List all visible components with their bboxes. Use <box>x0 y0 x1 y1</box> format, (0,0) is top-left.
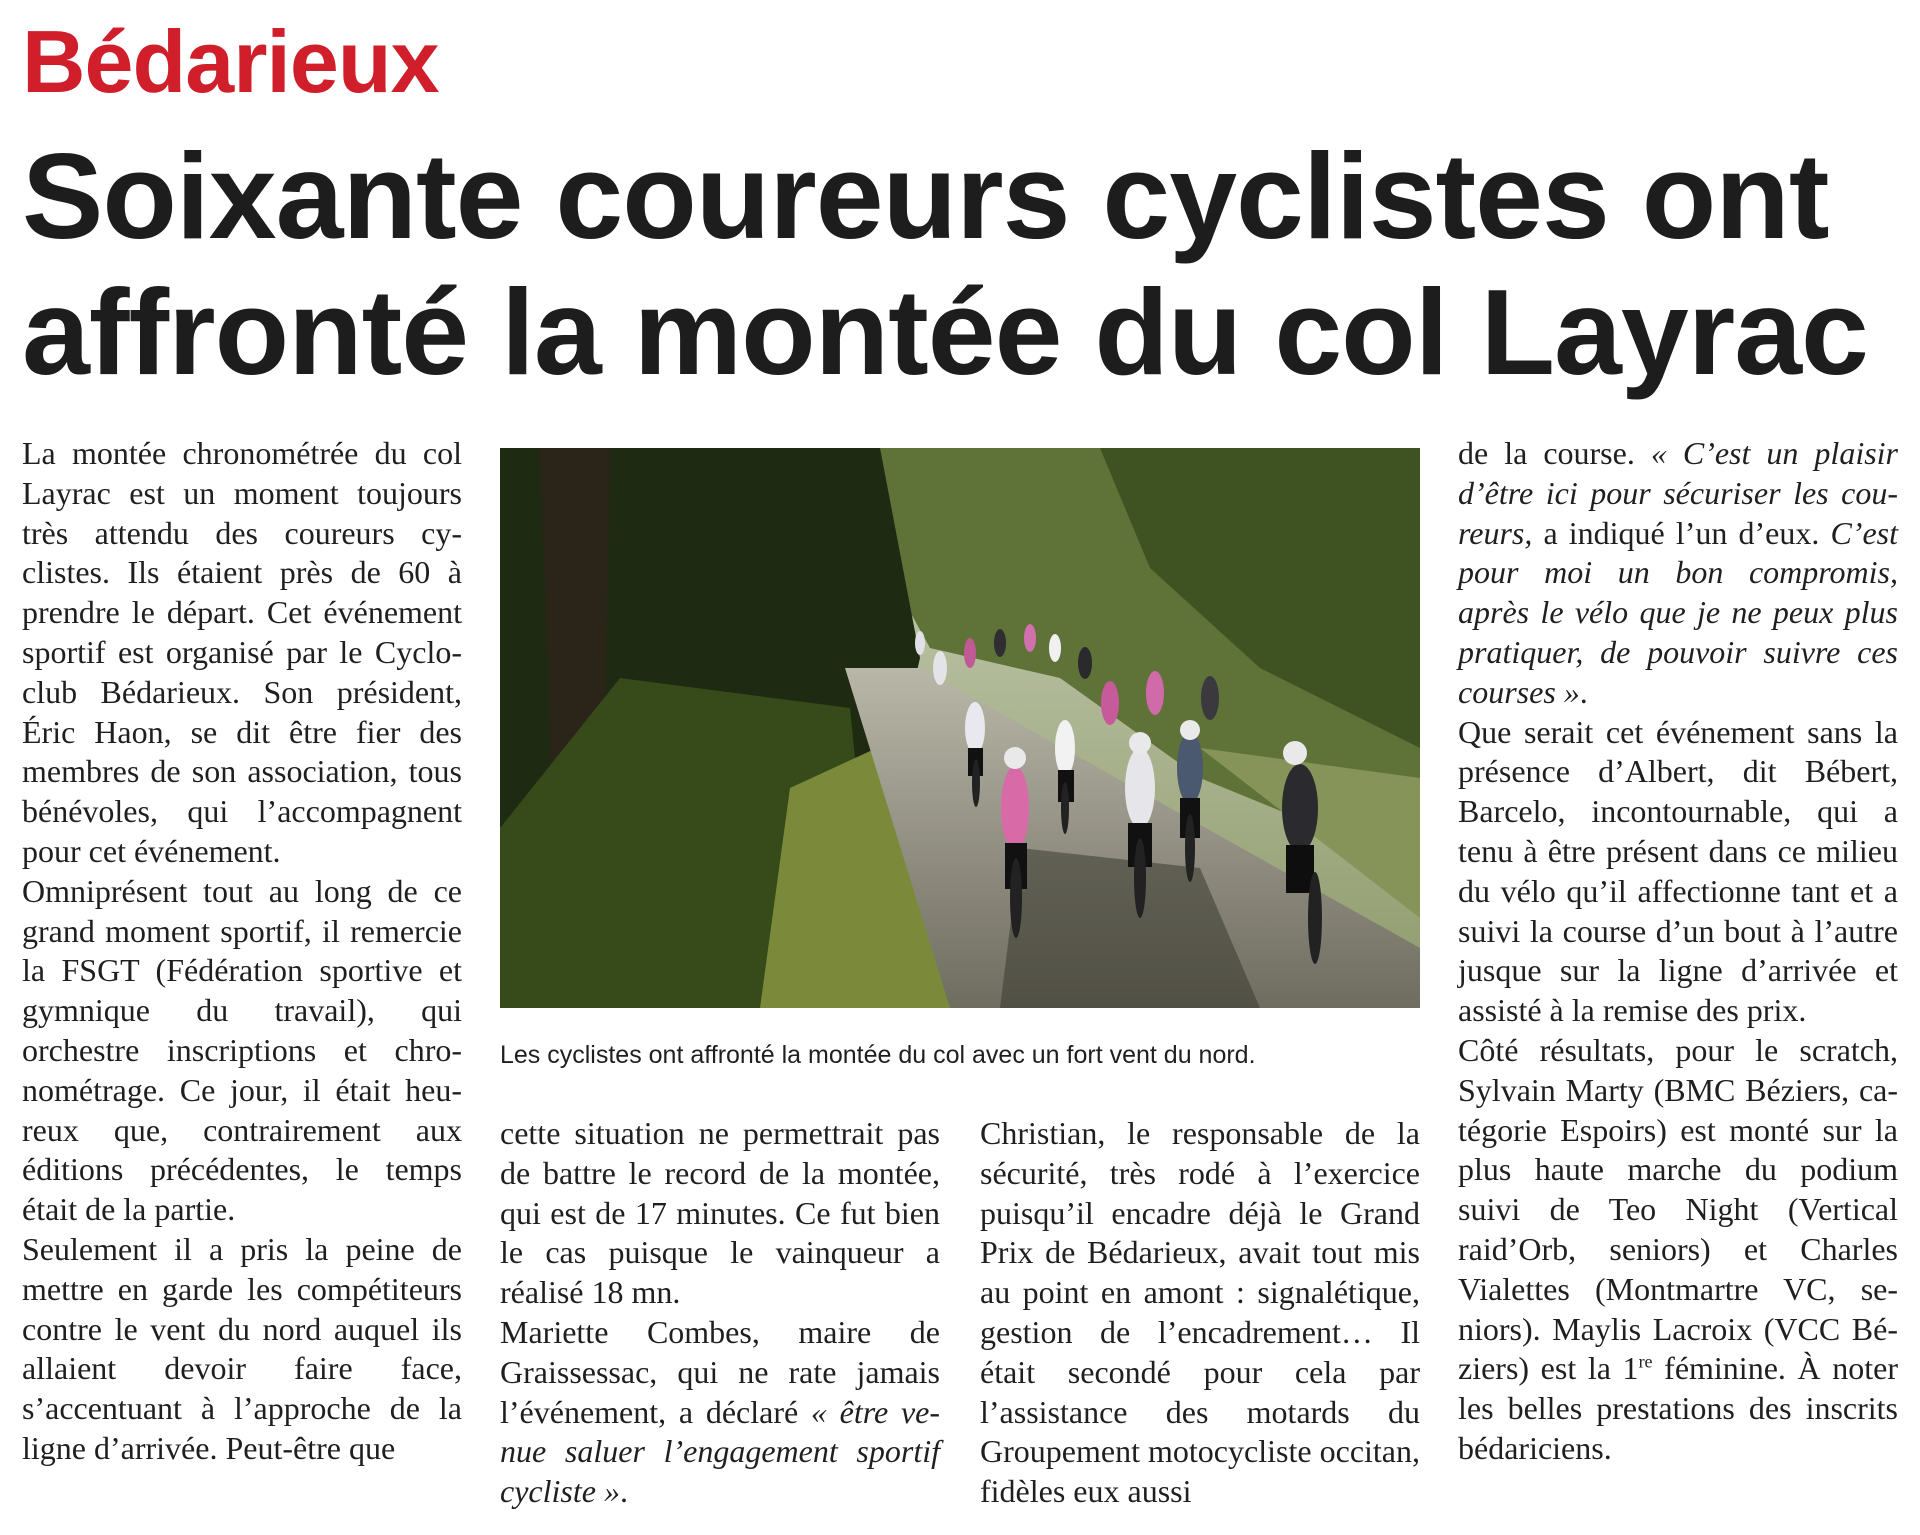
paragraph: Christian, le responsable de la sécurité, très rodé à l’exercice puisqu’il encadre déjà le Grand Prix de Bédarieux, avait tout mis au point en amont : signalétique, gestion de l’encadrement… Il était secondé pour cela par l’assistance des motards du Groupement motocycliste occitan, fidèles eux aussi <box>980 1115 1420 1510</box>
paragraph-text: Mariette Combes, maire de Graissessac, qui ne rate jamais l’événement, a déclaré <box>500 1313 940 1430</box>
quote: « être venue saluer l’engagement sportif cycliste » <box>500 1393 940 1510</box>
article-column-2 <box>500 1114 940 1512</box>
paragraph-text: . <box>1579 673 1588 710</box>
kicker: Bédarieux <box>22 12 439 111</box>
paragraph: cette situation ne permettrait pas de battre le record de la montée, qui est de 17 minutes. Ce fut bien le cas puisque le vainqueur a réalisé 18 mn. <box>500 1115 940 1311</box>
paragraph: La montée chronométrée du col Layrac est un moment toujours très attendu des coureurs cyclistes. Ils étaient près de 60 à prendre le départ. Cet événement sportif est organisé par le Cyclo-club Bédarieux. Son président, Éric Haon, se dit être fier des membres de son association, tous bénévoles, qui l’accompagnent pour cet événement. <box>22 435 462 869</box>
paragraph-text: a indiqué l’un d’eux. <box>1532 514 1831 551</box>
headline: Soixante coureurs cyclistes ont affronté la montée du col Layrac <box>22 128 1868 400</box>
cyclists-road-photo <box>500 448 1420 1008</box>
paragraph: Que serait cet événement sans la présence d’Albert, dit Bébert, Barcelo, incontournable, qui a tenu à être présent dans ce milieu du vélo qu’il affectionne tant et a suivi la course d’un bout à l’autre jusque sur la ligne d’arrivée et assisté à la remise des prix. <box>1458 713 1898 1029</box>
paragraph-text: féminine. À noter les belles prestations des inscrits bédariciens. <box>1458 1350 1899 1466</box>
quote: C’est pour moi un bon compromis, après le vélo que je ne peux plus pratiquer, de pouvoir suivre ces courses » <box>1458 514 1898 710</box>
photo-caption: Les cyclistes ont affronté la montée du col avec un fort vent du nord. <box>500 1041 1256 1069</box>
paragraph-text: Côté résultats, pour le scratch, Sylvain Marty (BMC Béziers, catégorie Espoirs) est monté sur la plus haute marche du podium suivi de Teo Night (Vertical raid’Orb, seniors) et Charles Vialettes (Montmartre VC, seniors). Maylis Lacroix (VCC Béziers) est la 1 <box>1458 1031 1898 1387</box>
article-column-4 <box>1458 434 1898 1469</box>
paragraph-text: de la course. <box>1458 435 1651 471</box>
paragraph-text: . <box>619 1473 628 1510</box>
paragraph <box>1458 434 1898 713</box>
article-column-3 <box>980 1114 1420 1512</box>
article-photo <box>500 448 1420 1008</box>
quote: « C’est un plaisir d’être ici pour sécuriser les coureurs, <box>1458 435 1899 551</box>
article-column-1 <box>22 434 462 1469</box>
paragraph: Omniprésent tout au long de ce grand moment sportif, il remercie la FSGT (Fédération sportive et gymnique du travail), qui orchestre inscriptions et chronométrage. Ce jour, il était heureux que, contrairement aux éditions précédentes, le temps était de la partie. <box>22 872 462 1228</box>
paragraph <box>1458 1031 1898 1469</box>
ordinal-suffix: re <box>1638 1351 1653 1372</box>
paragraph <box>500 1313 940 1512</box>
paragraph: Seulement il a pris la peine de mettre en garde les compétiteurs contre le vent du nord auquel ils allaient devoir faire face, s’accentuant à l’approche de la ligne d’arrivée. Peut-être que <box>22 1230 462 1466</box>
